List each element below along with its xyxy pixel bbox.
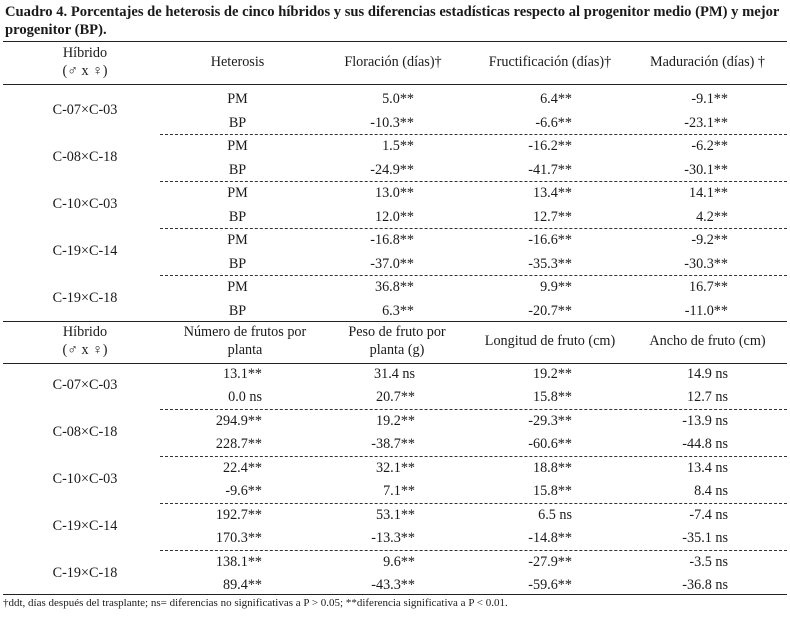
header-maduracion: Maduración (días) † [649, 54, 766, 70]
value-cell: -30.1** [684, 161, 728, 178]
value-cell: 19.2** [375, 413, 415, 429]
value-cell: 170.3** [215, 530, 262, 546]
heterosis-pm-label: PM [227, 232, 248, 248]
value-cell: 228.7** [215, 436, 262, 452]
value-cell: 14.9 ns [687, 366, 728, 382]
table-bottom-rule [3, 594, 787, 595]
hybrid-name: C-19×C-14 [52, 243, 118, 259]
row-separator [160, 134, 787, 135]
hybrid-name: C-10×C-03 [52, 471, 118, 487]
value-cell: -27.9** [528, 554, 572, 570]
header-peso-2: planta (g) [369, 342, 425, 358]
value-cell: 6.5 ns [538, 507, 572, 523]
value-cell: 53.1** [375, 507, 415, 523]
heterosis-bp-label: BP [228, 114, 247, 131]
header-num-frutos-2: planta [227, 342, 263, 358]
value-cell: -9.1** [691, 91, 728, 107]
caption-label: Cuadro 4. [5, 4, 68, 20]
value-cell: 15.8** [532, 483, 572, 499]
value-cell: 15.8** [532, 389, 572, 405]
header-heterosis: Heterosis [210, 54, 265, 70]
value-cell: -9.6** [225, 483, 262, 499]
value-cell: 18.8** [532, 460, 572, 476]
row-separator [160, 275, 787, 276]
hybrid-name: C-07×C-03 [52, 102, 118, 118]
header-peso: Peso de fruto por [348, 324, 446, 340]
value-cell: -16.2** [528, 138, 572, 154]
header-floracion: Floración (días)† [344, 54, 442, 70]
heterosis-pm-label: PM [227, 138, 248, 154]
header-hybrid-2: Híbrido [62, 324, 108, 340]
value-cell: 12.7 ns [687, 389, 728, 405]
value-cell: -44.8 ns [682, 436, 728, 452]
row-separator [160, 228, 787, 229]
value-cell: 13.1** [222, 366, 262, 382]
value-cell: 19.2** [532, 366, 572, 382]
value-cell: 89.4** [222, 577, 262, 593]
value-cell: -6.2** [691, 138, 728, 154]
header-hybrid-sex-2: (♂ x ♀) [62, 342, 108, 358]
value-cell: -36.8 ns [682, 577, 728, 593]
value-cell: 31.4 ns [374, 366, 415, 382]
value-cell: 20.7** [375, 389, 415, 405]
value-cell: -11.0** [684, 302, 728, 319]
hybrid-name: C-19×C-18 [52, 290, 118, 306]
value-cell: 13.4** [532, 185, 572, 201]
value-cell: -16.8** [370, 232, 414, 248]
heterosis-pm-label: PM [227, 91, 248, 107]
value-cell: 12.7** [532, 208, 572, 225]
value-cell: -29.3** [528, 413, 572, 429]
table-footnote: †ddt, días después del trasplante; ns= diferencias no significativas a P > 0.05; **diferencia significativa a P < 0.01. [3, 597, 508, 609]
value-cell: -59.6** [528, 577, 572, 593]
value-cell: -14.8** [528, 530, 572, 546]
row-separator [160, 503, 787, 504]
header-fructificacion: Fructificación (días)† [488, 54, 612, 70]
heterosis-bp-label: BP [228, 302, 247, 319]
header-num-frutos: Número de frutos por [183, 324, 307, 340]
value-cell: 4.2** [696, 208, 728, 225]
value-cell: 5.0** [382, 91, 414, 107]
value-cell: -13.9 ns [682, 413, 728, 429]
hybrid-name: C-19×C-18 [52, 565, 118, 581]
table-top-rule [3, 41, 787, 42]
row-separator [160, 456, 787, 457]
heterosis-pm-label: PM [227, 279, 248, 295]
header-ancho: Ancho de fruto (cm) [649, 333, 766, 349]
value-cell: -20.7** [528, 302, 572, 319]
value-cell: 294.9** [215, 413, 262, 429]
value-cell: -23.1** [684, 114, 728, 131]
value-cell: 8.4 ns [694, 483, 728, 499]
value-cell: 14.1** [688, 185, 728, 201]
value-cell: 9.6** [383, 554, 415, 570]
heterosis-pm-label: PM [227, 185, 248, 201]
heterosis-bp-label: BP [228, 208, 247, 225]
value-cell: 6.4** [540, 91, 572, 107]
row-separator [160, 181, 787, 182]
value-cell: -35.1 ns [682, 530, 728, 546]
value-cell: 16.7** [688, 279, 728, 295]
heterosis-bp-label: BP [228, 161, 247, 178]
caption-text: Porcentajes de heterosis de cinco híbridos y sus diferencias estadísticas respecto al progenitor medio (PM) y mejor progenitor (BP). [5, 4, 780, 38]
value-cell: 9.9** [540, 279, 572, 295]
value-cell: 32.1** [375, 460, 415, 476]
value-cell: -10.3** [370, 114, 414, 131]
value-cell: 6.3** [382, 302, 414, 319]
heterosis-bp-label: BP [228, 255, 247, 272]
value-cell: -43.3** [371, 577, 415, 593]
value-cell: -38.7** [371, 436, 415, 452]
value-cell: -7.4 ns [689, 507, 728, 523]
value-cell: -3.5 ns [689, 554, 728, 570]
hybrid-name: C-19×C-14 [52, 518, 118, 534]
value-cell: 192.7** [215, 507, 262, 523]
value-cell: -24.9** [370, 161, 414, 178]
table-caption [5, 3, 787, 39]
hybrid-name: C-08×C-18 [52, 149, 118, 165]
value-cell: -6.6** [535, 114, 572, 131]
value-cell: -37.0** [370, 255, 414, 272]
header-longitud: Longitud de fruto (cm) [484, 333, 616, 349]
hybrid-name: C-10×C-03 [52, 196, 118, 212]
value-cell: 1.5** [382, 138, 414, 154]
header-rule-2 [3, 363, 787, 364]
value-cell: -60.6** [528, 436, 572, 452]
value-cell: 138.1** [215, 554, 262, 570]
value-cell: 0.0 ns [228, 389, 262, 405]
value-cell: -13.3** [371, 530, 415, 546]
hybrid-name: C-08×C-18 [52, 424, 118, 440]
row-separator [160, 409, 787, 410]
header-hybrid-1: Híbrido [62, 45, 108, 61]
hybrid-name: C-07×C-03 [52, 377, 118, 393]
value-cell: 7.1** [383, 483, 415, 499]
value-cell: -41.7** [528, 161, 572, 178]
row-separator [160, 550, 787, 551]
value-cell: -9.2** [691, 232, 728, 248]
value-cell: 13.0** [374, 185, 414, 201]
value-cell: 12.0** [374, 208, 414, 225]
value-cell: -30.3** [684, 255, 728, 272]
section-divider [3, 321, 787, 322]
value-cell: 36.8** [374, 279, 414, 295]
value-cell: -16.6** [528, 232, 572, 248]
value-cell: -35.3** [528, 255, 572, 272]
header-rule-1 [3, 84, 787, 85]
value-cell: 22.4** [222, 460, 262, 476]
header-hybrid-sex-1: (♂ x ♀) [62, 63, 108, 79]
value-cell: 13.4 ns [687, 460, 728, 476]
